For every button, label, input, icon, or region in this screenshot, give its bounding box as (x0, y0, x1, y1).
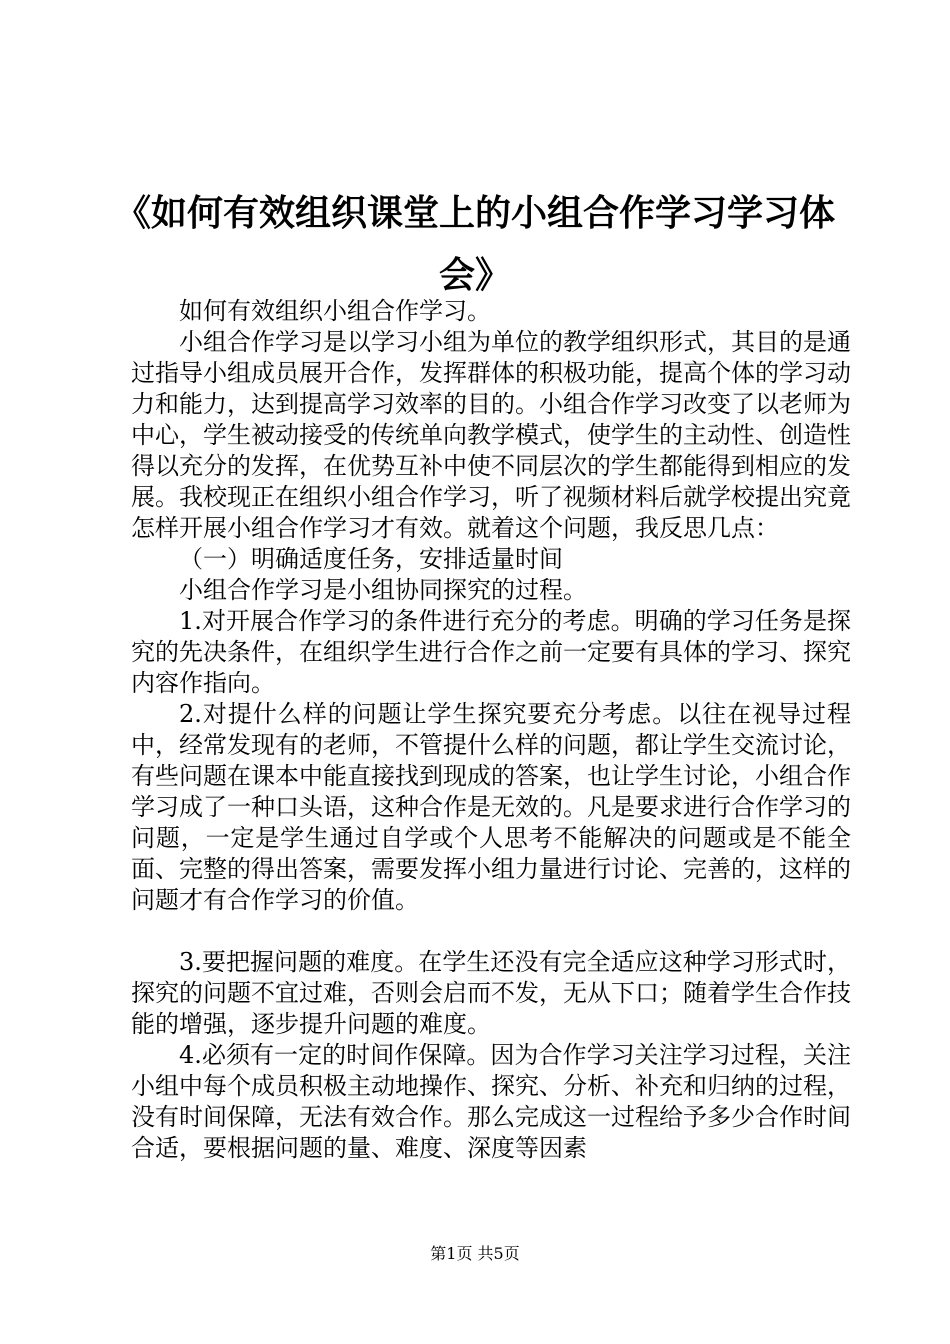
section-heading: （一）明确适度任务，安排适量时间 (179, 545, 563, 573)
paragraph-intro: 如何有效组织小组合作学习。 (179, 297, 491, 325)
paragraph-point-4: 4.必须有一定的时间作保障。因为合作学习关注学习过程，关注小组中每个成员积极主动地操作、探究、分析、补充和归纳的过程，没有时间保障，无法有效合作。那么完成这一过程给予多少合作时间合适，要根据问题的量、难度、深度等因素 (131, 1041, 851, 1162)
paragraph-point-2: 2.对提什么样的问题让学生探究要充分考虑。以往在视导过程中，经常发现有的老师，不管提什么样的问题，都让学生交流讨论，有些问题在课本中能直接找到现成的答案，也让学生讨论，小组合作学习成了一种口头语，这种合作是无效的。凡是要求进行合作学习的问题，一定是学生通过自学或个人思考不能解决的问题或是不能全面、完整的得出答案，需要发挥小组力量进行讨论、完善的，这样的问题才有合作学习的价值。 (131, 700, 851, 914)
paragraph-overview: 小组合作学习是以学习小组为单位的教学组织形式，其目的是通过指导小组成员展开合作，发挥群体的积极功能，提高个体的学习动力和能力，达到提高学习效率的目的。小组合作学习改变了以老师为中心，学生被动接受的传统单向教学模式，使学生的主动性、创造性得以充分的发挥，在优势互补中使不同层次的学生都能得到相应的发展。我校现正在组织小组合作学习，听了视频材料后就学校提出究竟怎样开展小组合作学习才有效。就着这个问题，我反思几点： (131, 328, 851, 542)
document-body (131, 296, 851, 1164)
paragraph-point-3: 3.要把握问题的难度。在学生还没有完全适应这种学习形式时，探究的问题不宜过难，否则会启而不发，无从下口；随着学生合作技能的增强，逐步提升问题的难度。 (131, 948, 851, 1038)
paragraph-point-1: 1.对开展合作学习的条件进行充分的考虑。明确的学习任务是探究的先决条件，在组织学生进行合作之前一定要有具体的学习、探究内容作指向。 (131, 607, 851, 697)
paragraph-section-intro: 小组合作学习是小组协同探究的过程。 (179, 576, 587, 604)
document-title: 《如何有效组织课堂上的小组合作学习学习体会》 (114, 192, 835, 296)
page-footer: 第1页 共5页 (430, 1244, 520, 1263)
